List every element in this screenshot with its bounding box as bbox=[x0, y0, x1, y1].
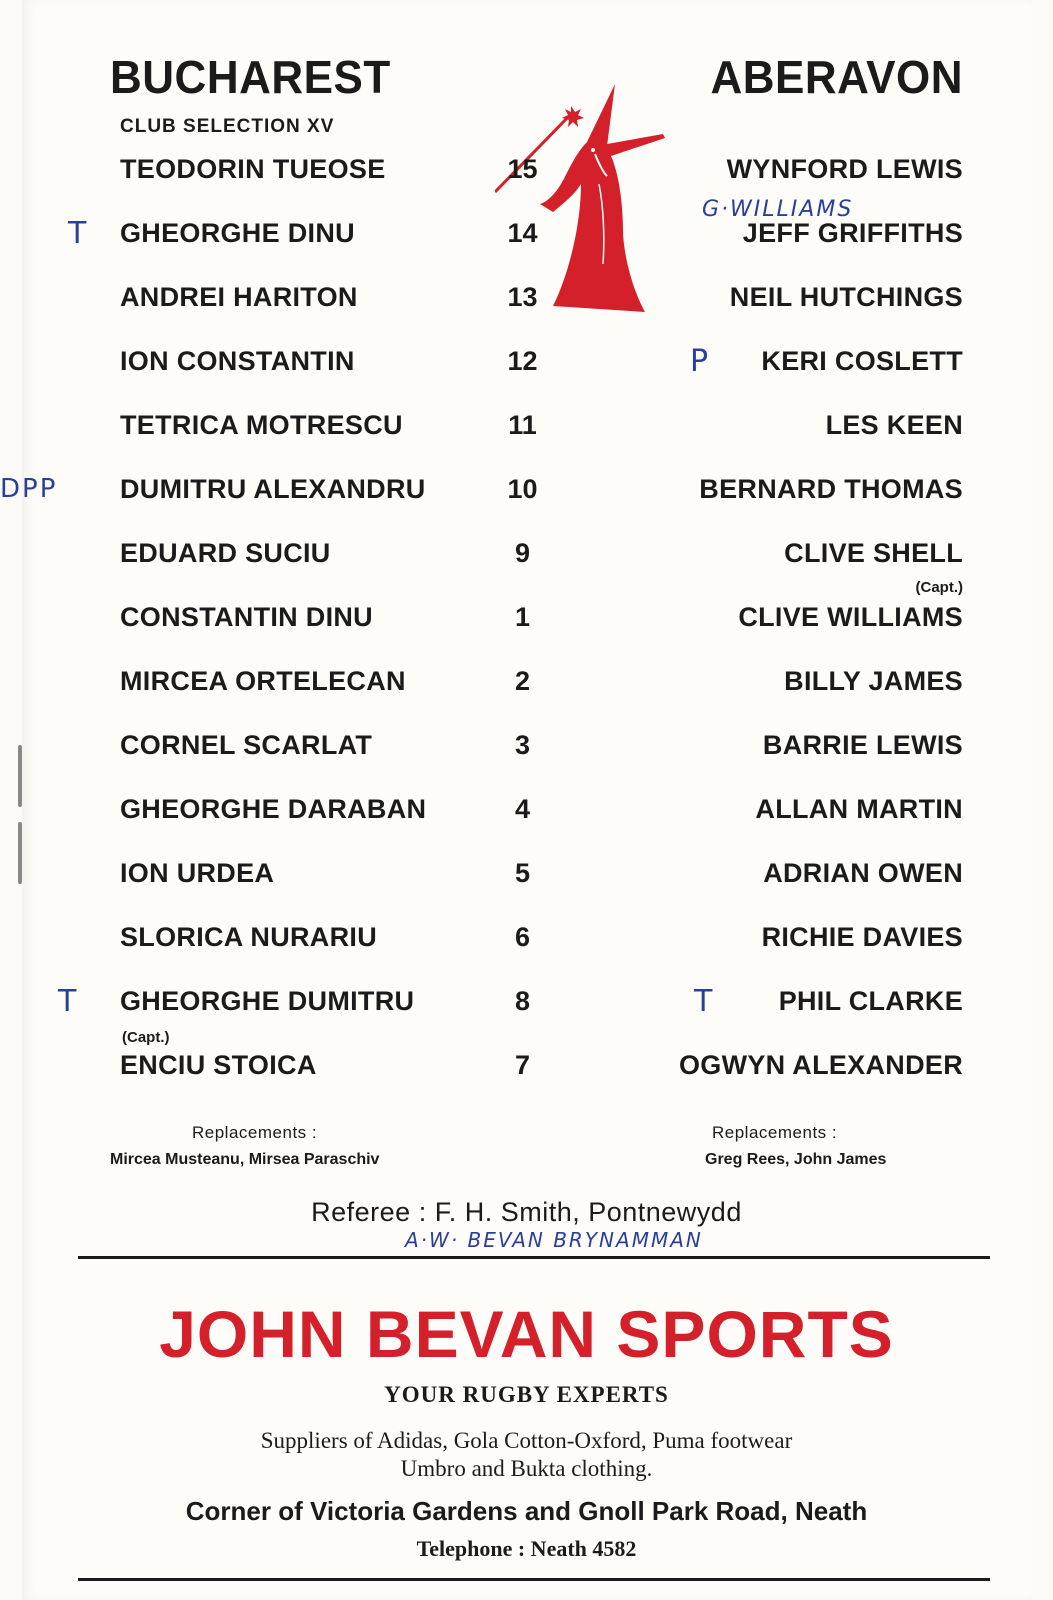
lineup-row bbox=[0, 1050, 1053, 1090]
advert-title: JOHN BEVAN SPORTS bbox=[159, 1297, 894, 1371]
away-player-name: LES KEEN bbox=[825, 410, 963, 440]
away-replacements-label: Replacements : bbox=[712, 1123, 838, 1142]
away-player-name: ADRIAN OWEN bbox=[763, 858, 963, 888]
lineup-row bbox=[0, 282, 1053, 322]
handwritten-try-mark: T bbox=[68, 216, 87, 251]
lineup-row bbox=[0, 154, 1053, 194]
divider-top bbox=[78, 1256, 990, 1259]
position-number: 7 bbox=[514, 1050, 531, 1080]
handwritten-try-mark: T bbox=[58, 984, 77, 1019]
lineup-row bbox=[0, 858, 1053, 898]
position-number: 8 bbox=[514, 986, 531, 1016]
position-number: 10 bbox=[507, 474, 538, 504]
home-replacements: Mircea Musteanu, Mirsea Paraschiv bbox=[110, 1151, 380, 1168]
home-player-name: MIRCEA ORTELECAN bbox=[120, 666, 406, 696]
handwritten-try-mark: T bbox=[694, 984, 713, 1019]
home-player-name: TETRICA MOTRESCU bbox=[120, 410, 403, 440]
lineup-row bbox=[0, 474, 1053, 514]
lineup-row bbox=[0, 922, 1053, 962]
away-player-name: OGWYN ALEXANDER bbox=[678, 1050, 963, 1080]
divider-bottom bbox=[78, 1578, 990, 1581]
away-player-name: KERI COSLETT bbox=[761, 346, 963, 376]
advert-suppliers-line: Umbro and Bukta clothing. bbox=[400, 1456, 653, 1481]
home-player-name: CORNEL SCARLAT bbox=[120, 730, 373, 760]
away-player-name: BERNARD THOMAS bbox=[699, 474, 963, 504]
lineup-row bbox=[0, 346, 1053, 386]
position-number: 15 bbox=[507, 154, 538, 184]
lineup-row bbox=[0, 218, 1053, 258]
lineup-row bbox=[0, 986, 1053, 1026]
position-number: 11 bbox=[508, 410, 537, 440]
lineup-row bbox=[0, 730, 1053, 770]
lineup-row bbox=[0, 602, 1053, 642]
home-player-name: GHEORGHE DUMITRU bbox=[120, 986, 415, 1016]
away-player-name: CLIVE WILLIAMS bbox=[738, 602, 963, 632]
home-player-name: TEODORIN TUEOSE bbox=[120, 154, 386, 184]
referee-line: Referee : F. H. Smith, Pontnewydd bbox=[311, 1197, 742, 1227]
lineup-row bbox=[0, 410, 1053, 450]
home-player-name: GHEORGHE DARABAN bbox=[120, 794, 427, 824]
position-number: 12 bbox=[507, 346, 538, 376]
position-number: 5 bbox=[514, 858, 531, 888]
position-number: 14 bbox=[507, 218, 538, 248]
home-player-name: EDUARD SUCIU bbox=[120, 538, 331, 568]
away-player-name: JEFF GRIFFITHS bbox=[742, 218, 963, 248]
home-player-name: ENCIU STOICA bbox=[120, 1050, 317, 1080]
home-replacements-label: Replacements : bbox=[192, 1123, 318, 1142]
home-player-name: GHEORGHE DINU bbox=[120, 218, 355, 248]
position-number: 6 bbox=[514, 922, 531, 952]
home-captain-note: (Capt.) bbox=[122, 1029, 170, 1046]
position-number: 13 bbox=[507, 282, 538, 312]
handwritten-penalty-mark: P bbox=[690, 344, 709, 379]
lineup-row bbox=[0, 794, 1053, 834]
home-player-name: DUMITRU ALEXANDRU bbox=[120, 474, 426, 504]
home-team-title: BUCHAREST bbox=[110, 52, 391, 104]
away-player-name: PHIL CLARKE bbox=[778, 986, 963, 1016]
home-player-name: ANDREI HARITON bbox=[120, 282, 358, 312]
handwritten-referee-correction: A·W· BEVAN BRYNAMMAN bbox=[405, 1228, 703, 1252]
advert-suppliers-line: Suppliers of Adidas, Gola Cotton-Oxford, Puma footwear bbox=[260, 1428, 793, 1453]
position-number: 4 bbox=[514, 794, 531, 824]
lineup-row bbox=[0, 666, 1053, 706]
lineup-row bbox=[0, 538, 1053, 578]
advert-address: Corner of Victoria Gardens and Gnoll Park Road, Neath bbox=[185, 1496, 868, 1526]
home-player-name: ION CONSTANTIN bbox=[120, 346, 355, 376]
home-player-name: ION URDEA bbox=[120, 858, 275, 888]
position-number: 2 bbox=[514, 666, 531, 696]
away-player-name: RICHIE DAVIES bbox=[761, 922, 963, 952]
advert-tagline: YOUR RUGBY EXPERTS bbox=[384, 1382, 669, 1407]
away-team-title: ABERAVON bbox=[710, 52, 963, 104]
home-team-subtitle: CLUB SELECTION XV bbox=[120, 116, 335, 137]
handwritten-scoring-note: DPP bbox=[0, 474, 58, 504]
away-captain-note: (Capt.) bbox=[915, 579, 963, 596]
position-number: 1 bbox=[514, 602, 531, 632]
away-player-name: BARRIE LEWIS bbox=[762, 730, 963, 760]
away-replacements: Greg Rees, John James bbox=[705, 1151, 887, 1168]
position-number: 9 bbox=[514, 538, 531, 568]
away-player-name: WYNFORD LEWIS bbox=[726, 154, 963, 184]
position-number: 3 bbox=[514, 730, 531, 760]
away-player-name: ALLAN MARTIN bbox=[755, 794, 963, 824]
away-player-name: BILLY JAMES bbox=[784, 666, 963, 696]
advert-phone: Telephone : Neath 4582 bbox=[416, 1536, 637, 1561]
away-player-name: CLIVE SHELL bbox=[784, 538, 963, 568]
handwritten-substitution-note: G·WILLIAMS bbox=[702, 197, 854, 222]
home-player-name: CONSTANTIN DINU bbox=[120, 602, 373, 632]
home-player-name: SLORICA NURARIU bbox=[120, 922, 377, 952]
away-player-name: NEIL HUTCHINGS bbox=[729, 282, 963, 312]
